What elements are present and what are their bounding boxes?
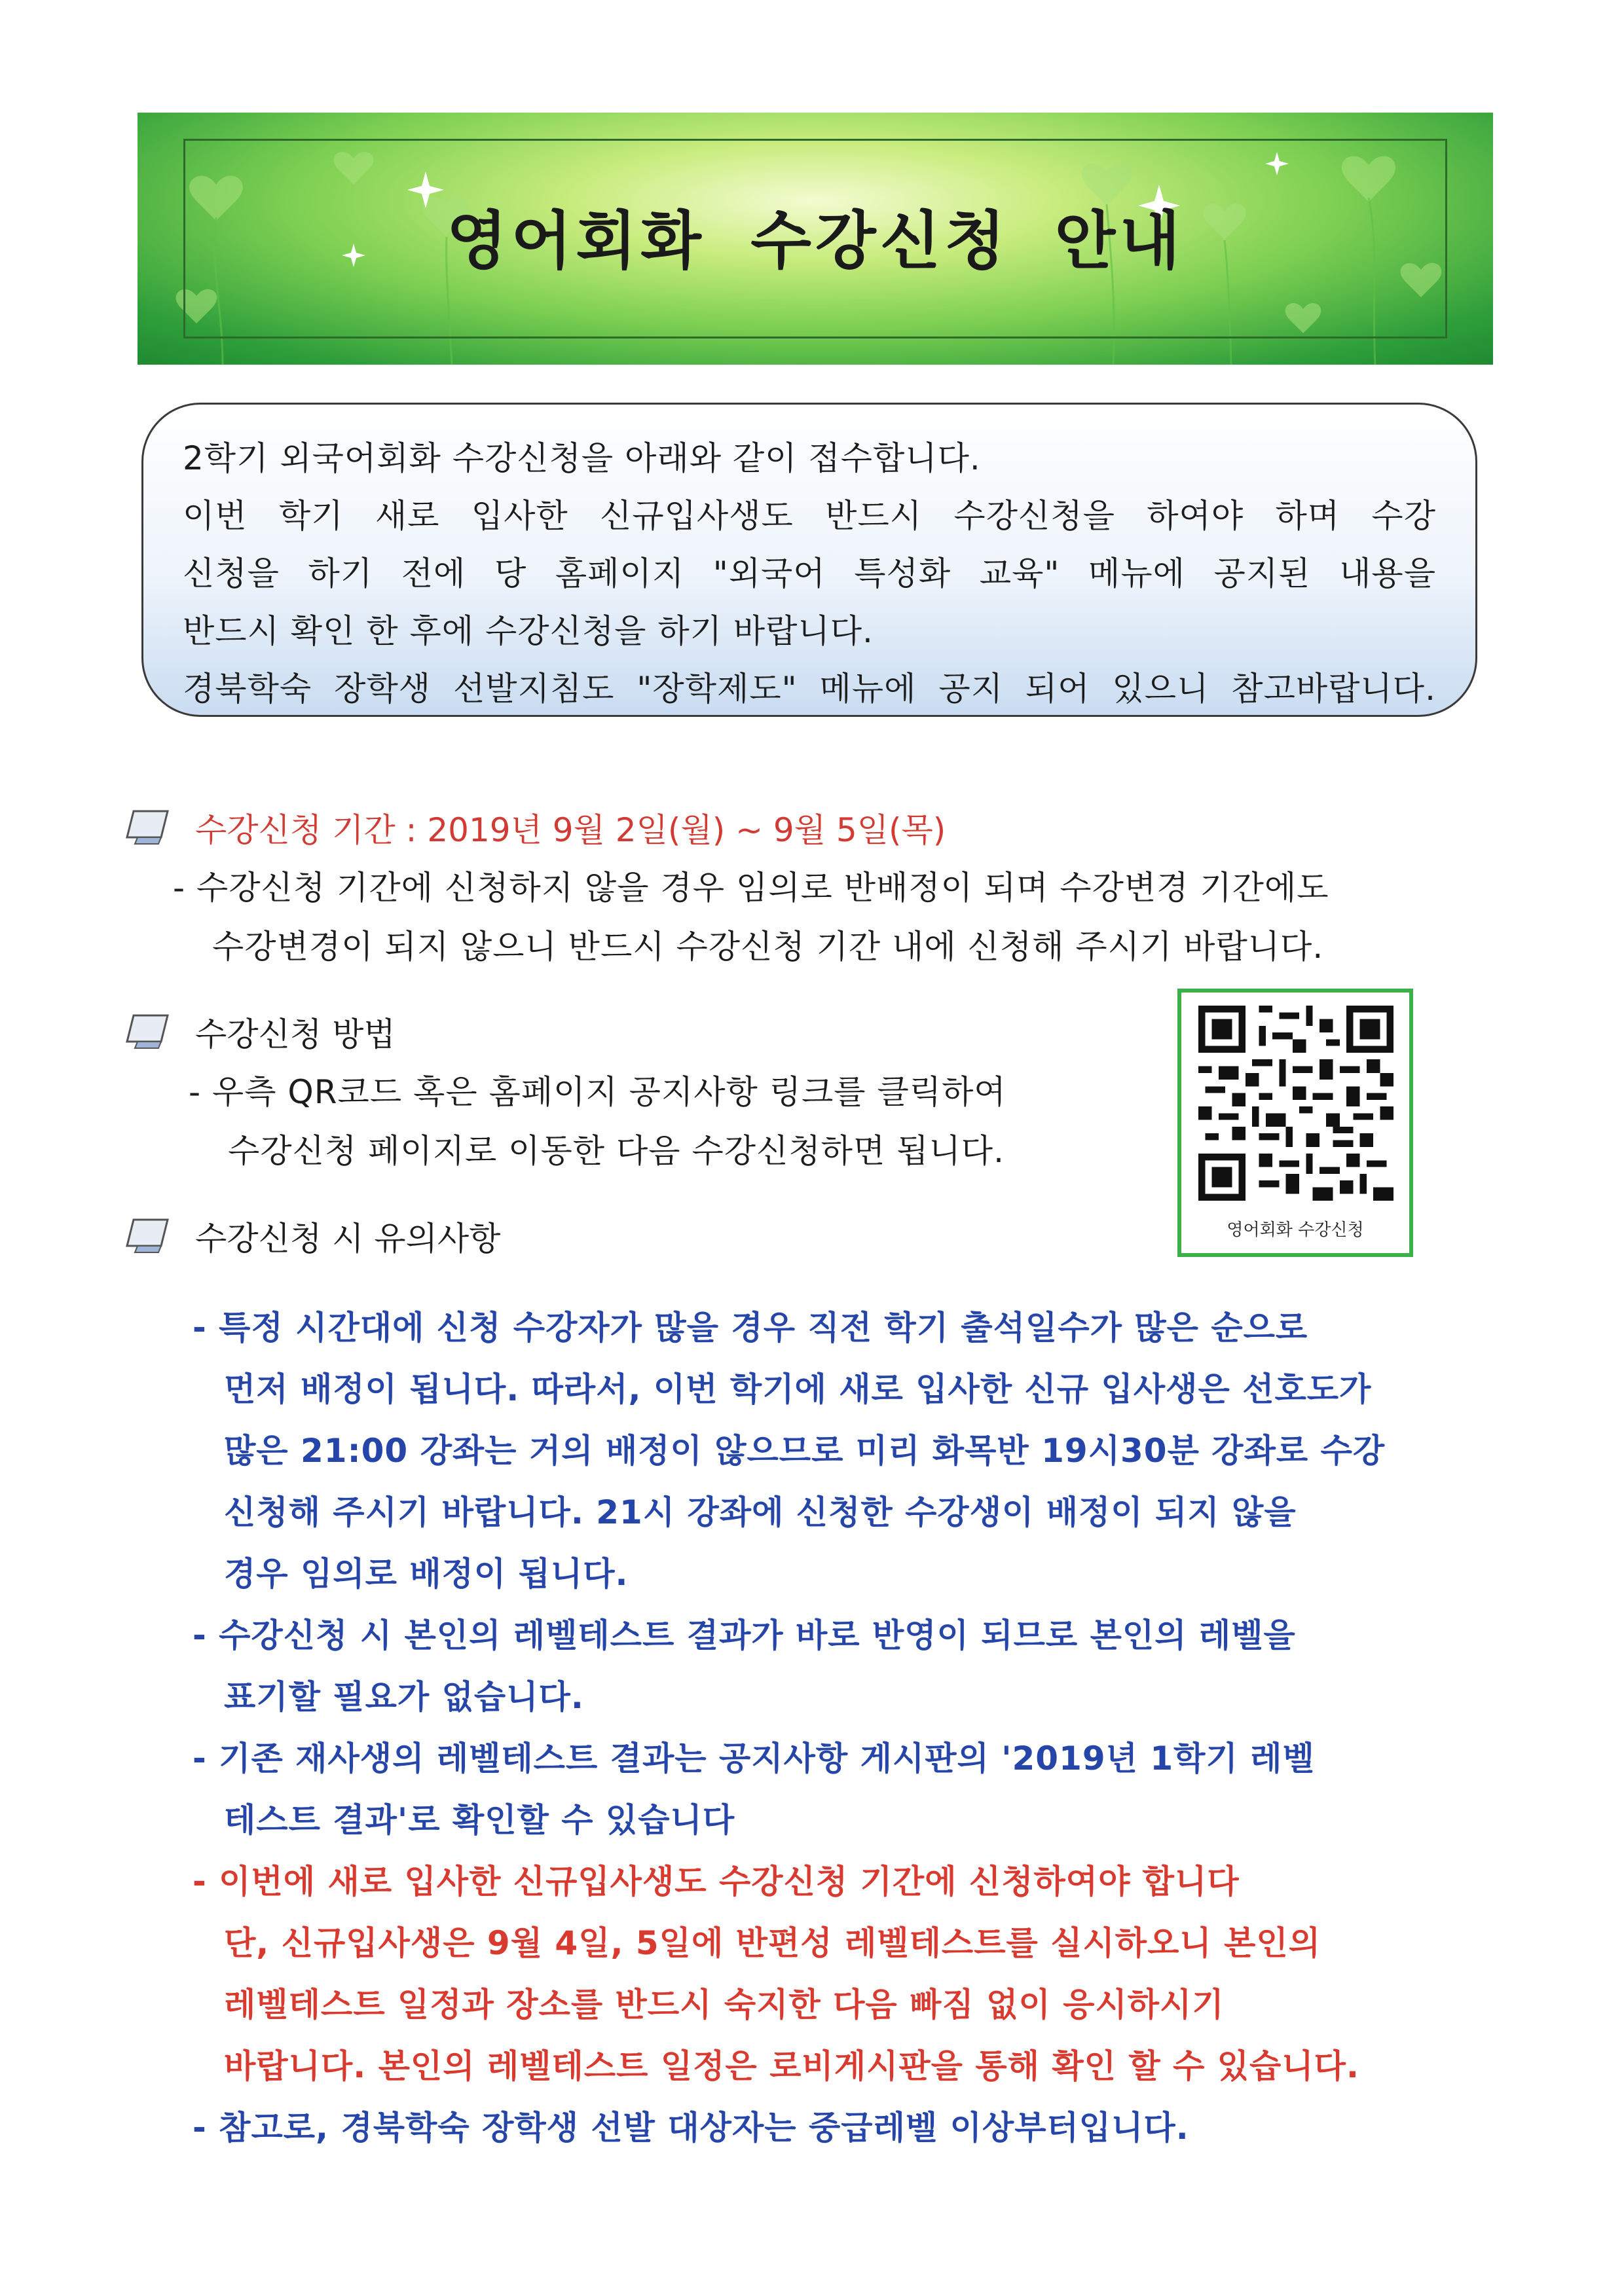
- method-section-heading: [124, 1008, 396, 1055]
- intro-line: 경북학숙 장학생 선발지침도 "장학제도" 메뉴에 공지 되어 있으니 참고바랍니다.: [183, 670, 1436, 708]
- notes-item-line: 경우 임의로 배정이 됩니다.: [224, 1555, 629, 1593]
- notes-item-line: 신청해 주시기 바랍니다. 21시 강좌에 신청한 수강생이 배정이 되지 않을: [224, 1493, 1297, 1531]
- notes-item-line: 표기할 필요가 없습니다.: [224, 1678, 584, 1716]
- intro-line: 신청을 하기 전에 당 홈페이지 "외국어 특성화 교육" 메뉴에 공지된 내용을: [183, 555, 1436, 592]
- notes-item-line: 단, 신규입사생은 9월 4일, 5일에 반편성 레벨테스트를 실시하오니 본인의: [224, 1924, 1321, 1962]
- notes-item-line: - 수강신청 시 본인의 레벨테스트 결과가 바로 반영이 되므로 본인의 레벨을: [193, 1616, 1296, 1654]
- notes-item-line: - 기존 재사생의 레벨테스트 결과는 공지사항 게시판의 '2019년 1학기 레벨: [193, 1740, 1315, 1777]
- period-heading-text: 수강신청 기간 : 2019년 9월 2일(월) ~ 9월 5일(목): [195, 811, 946, 849]
- method-line: - 우측 QR코드 혹은 홈페이지 공지사항 링크를 클릭하여: [189, 1073, 1006, 1111]
- qr-code-icon[interactable]: [1198, 1006, 1393, 1201]
- period-section-heading: [124, 804, 946, 851]
- notes-item-line: 많은 21:00 강좌는 거의 배정이 않으므로 미리 화목반 19시30분 강좌로 수강: [224, 1432, 1386, 1470]
- notes-item-line: 테스트 결과'로 확인할 수 있습니다: [224, 1801, 735, 1839]
- note-page-icon: [124, 1014, 170, 1049]
- notes-item-line: - 이번에 새로 입사한 신규입사생도 수강신청 기간에 신청하여야 합니다: [193, 1863, 1240, 1901]
- method-heading-text: 수강신청 방법: [195, 1015, 396, 1053]
- title-banner: [138, 113, 1493, 365]
- notes-item-line: - 참고로, 경북학숙 장학생 선발 대상자는 중급레벨 이상부터입니다.: [193, 2109, 1189, 2147]
- notes-section-heading: [124, 1212, 501, 1260]
- notes-heading-text: 수강신청 시 유의사항: [195, 1220, 501, 1258]
- page-title: 영어회화 수강신청 안내: [446, 204, 1185, 278]
- notes-item-line: 레벨테스트 일정과 장소를 반드시 숙지한 다음 빠짐 없이 응시하시기: [224, 1986, 1225, 2024]
- intro-line: 2학기 외국어회화 수강신청을 아래와 같이 접수합니다.: [183, 439, 981, 477]
- qr-code-card[interactable]: [1177, 989, 1413, 1257]
- qr-caption: 영어회화 수강신청: [1227, 1220, 1364, 1240]
- notes-item-line: 바랍니다. 본인의 레벨테스트 일정은 로비게시판을 통해 확인 할 수 있습니다.: [224, 2047, 1359, 2085]
- note-page-icon: [124, 1218, 170, 1254]
- intro-line: 반드시 확인 한 후에 수강신청을 하기 바랍니다.: [183, 612, 874, 650]
- period-line: 수강변경이 되지 않으니 반드시 수강신청 기간 내에 신청해 주시기 바랍니다.: [212, 928, 1324, 966]
- notes-item-line: - 특정 시간대에 신청 수강자가 많을 경우 직전 학기 출석일수가 많은 순으로: [193, 1309, 1308, 1347]
- intro-notice-box: [141, 403, 1477, 717]
- intro-line: 이번 학기 새로 입사한 신규입사생도 반드시 수강신청을 하여야 하며 수강: [183, 497, 1436, 535]
- note-page-icon: [124, 810, 170, 845]
- period-line: - 수강신청 기간에 신청하지 않을 경우 임의로 반배정이 되며 수강변경 기간에도: [173, 869, 1329, 907]
- notes-item-line: 먼저 배정이 됩니다. 따라서, 이번 학기에 새로 입사한 신규 입사생은 선호도가: [224, 1370, 1372, 1408]
- method-line: 수강신청 페이지로 이동한 다음 수강신청하면 됩니다.: [228, 1132, 1005, 1170]
